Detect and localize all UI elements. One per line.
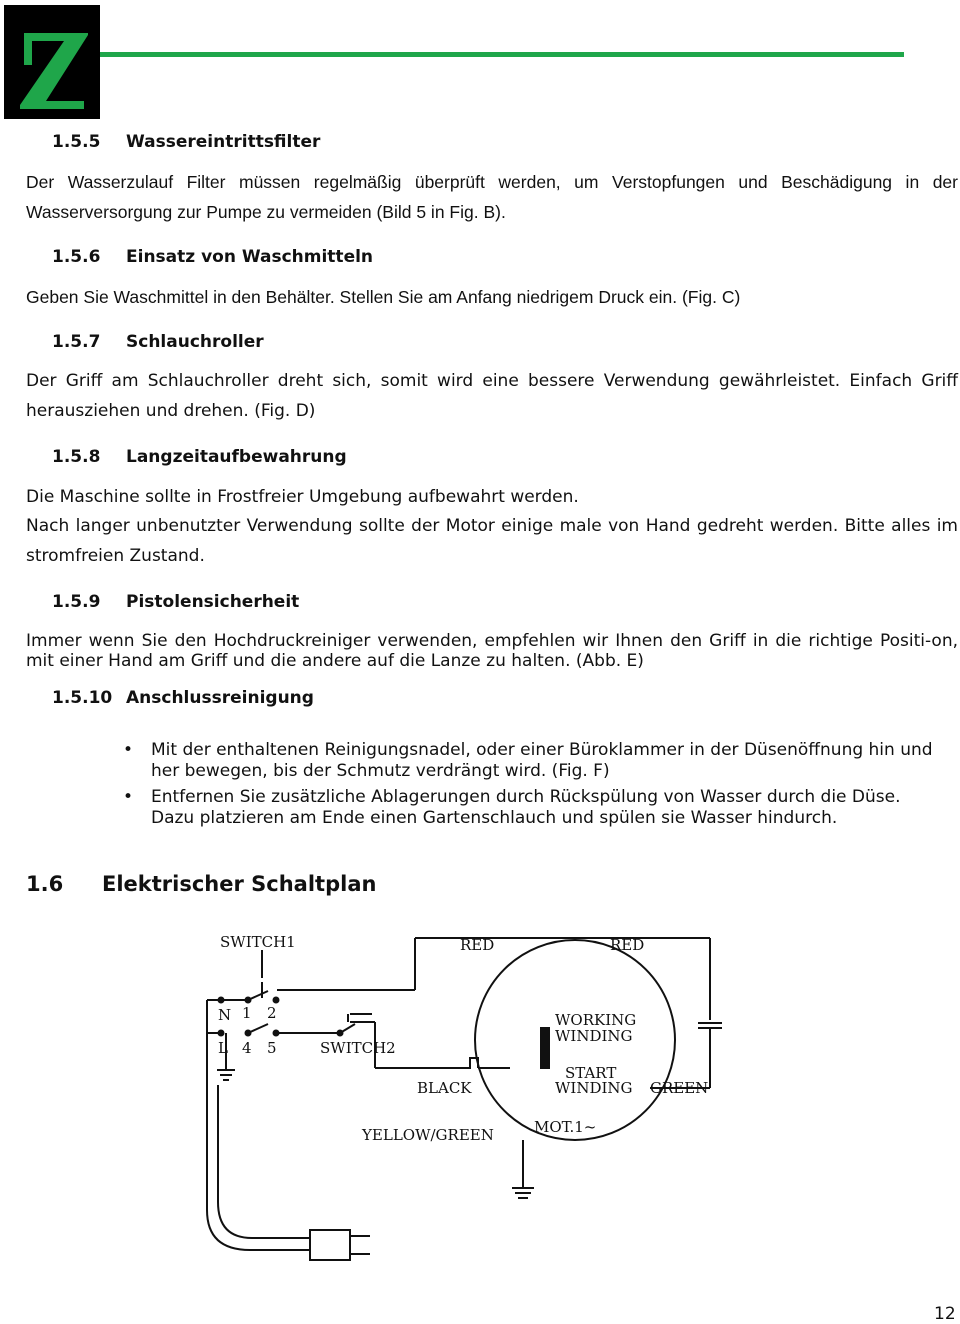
header-rule	[100, 52, 904, 57]
thermal-protector-icon	[460, 1058, 478, 1068]
label-working: WORKING	[555, 1011, 637, 1029]
company-logo	[4, 5, 100, 119]
label-n: N	[218, 1006, 232, 1024]
plug-body	[310, 1230, 350, 1260]
heading-1-5-8: 1.5.8 Langzeitaufbewahrung	[52, 447, 347, 467]
label-1: 1	[242, 1004, 252, 1022]
label-2: 2	[267, 1004, 277, 1022]
label-start: START	[565, 1064, 617, 1082]
label-red-2: RED	[610, 936, 645, 954]
label-switch1: SWITCH1	[220, 933, 296, 951]
heading-1-5-7: 1.5.7 Schlauchroller	[52, 332, 264, 352]
power-cord	[218, 1202, 310, 1238]
label-start-winding: WINDING	[555, 1079, 633, 1097]
heading-1-5-6: 1.5.6 Einsatz von Waschmitteln	[52, 247, 374, 267]
label-motor: MOT.1~	[534, 1118, 597, 1136]
label-working-winding: WINDING	[555, 1027, 633, 1045]
bullet-list	[123, 740, 943, 834]
contact	[338, 1031, 343, 1036]
label-red-1: RED	[460, 936, 495, 954]
switch-blade	[248, 1024, 268, 1033]
heading-1-5-10: 1.5.10 Anschlussreinigung	[52, 688, 314, 708]
contact	[274, 998, 279, 1003]
heading-1-5-9: 1.5.9 Pistolensicherheit	[52, 592, 300, 612]
paragraph-langzeit-1: Die Maschine sollte in Frostfreier Umgebung aufbewahrt werden.	[26, 487, 579, 507]
heading-1-6: 1.6 Elektrischer Schaltplan	[26, 872, 377, 896]
list-item: • Entfernen Sie zusätzliche Ablagerungen durch Rückspülung von Wasser durch die Düse. Dazu platzieren am Ende einen Gartenschlauch und spülen sie Wasser hindurch.	[123, 787, 901, 828]
switch-blade	[248, 991, 268, 1000]
heading-1-5-5: 1.5.5 Wassereintrittsfilter	[52, 132, 321, 152]
paragraph-langzeit-2: Nach langer unbenutzter Verwendung sollte der Motor einige male von Hand gedreht werden. Bitte alles im stromfreien Zustand.	[26, 516, 958, 566]
paragraph-pistolensicherheit: Immer wenn Sie den Hochdruckreiniger verwenden, empfehlen wir Ihnen den Griff in die richtige Positi-on, mit einer Hand am Griff und die andere auf die Lanze zu halten. (Abb. E)	[26, 631, 958, 671]
page-number: 12	[934, 1304, 956, 1324]
label-yellow-green: YELLOW/GREEN	[362, 1126, 494, 1144]
paragraph-schlauchroller: Der Griff am Schlauchroller dreht sich, somit wird eine bessere Verwendung gewährleistet. Einfach Griff herausziehen und drehen. (Fig. D)	[26, 371, 958, 421]
label-black: BLACK	[417, 1079, 472, 1097]
label-l: L	[218, 1039, 228, 1057]
label-green: GREEN	[650, 1079, 709, 1097]
wiring-diagram	[190, 920, 750, 1280]
list-item: • Mit der enthaltenen Reinigungsnadel, oder einer Büroklammer in der Düsenöffnung hin und her bewegen, bis der Schmutz verdrängt wird. (Fig. F)	[123, 740, 933, 781]
label-4: 4	[242, 1039, 252, 1057]
paragraph-waschmittel: Geben Sie Waschmittel in den Behälter. Stellen Sie am Anfang niedrigem Druck ein. (Fig. C)	[26, 287, 741, 307]
working-winding-icon	[541, 1028, 549, 1068]
power-cord	[207, 1210, 310, 1250]
label-switch2: SWITCH2	[320, 1039, 396, 1057]
bullet-icon: •	[123, 740, 134, 760]
label-5: 5	[267, 1039, 277, 1057]
paragraph-wassereintrittsfilter: Der Wasserzulauf Filter müssen regelmäßig überprüft werden, um Verstopfungen und Beschädigung in der Wasserversorgung zur Pumpe zu vermeiden (Bild 5 in Fig. B).	[26, 172, 958, 222]
bullet-icon: •	[123, 787, 134, 807]
